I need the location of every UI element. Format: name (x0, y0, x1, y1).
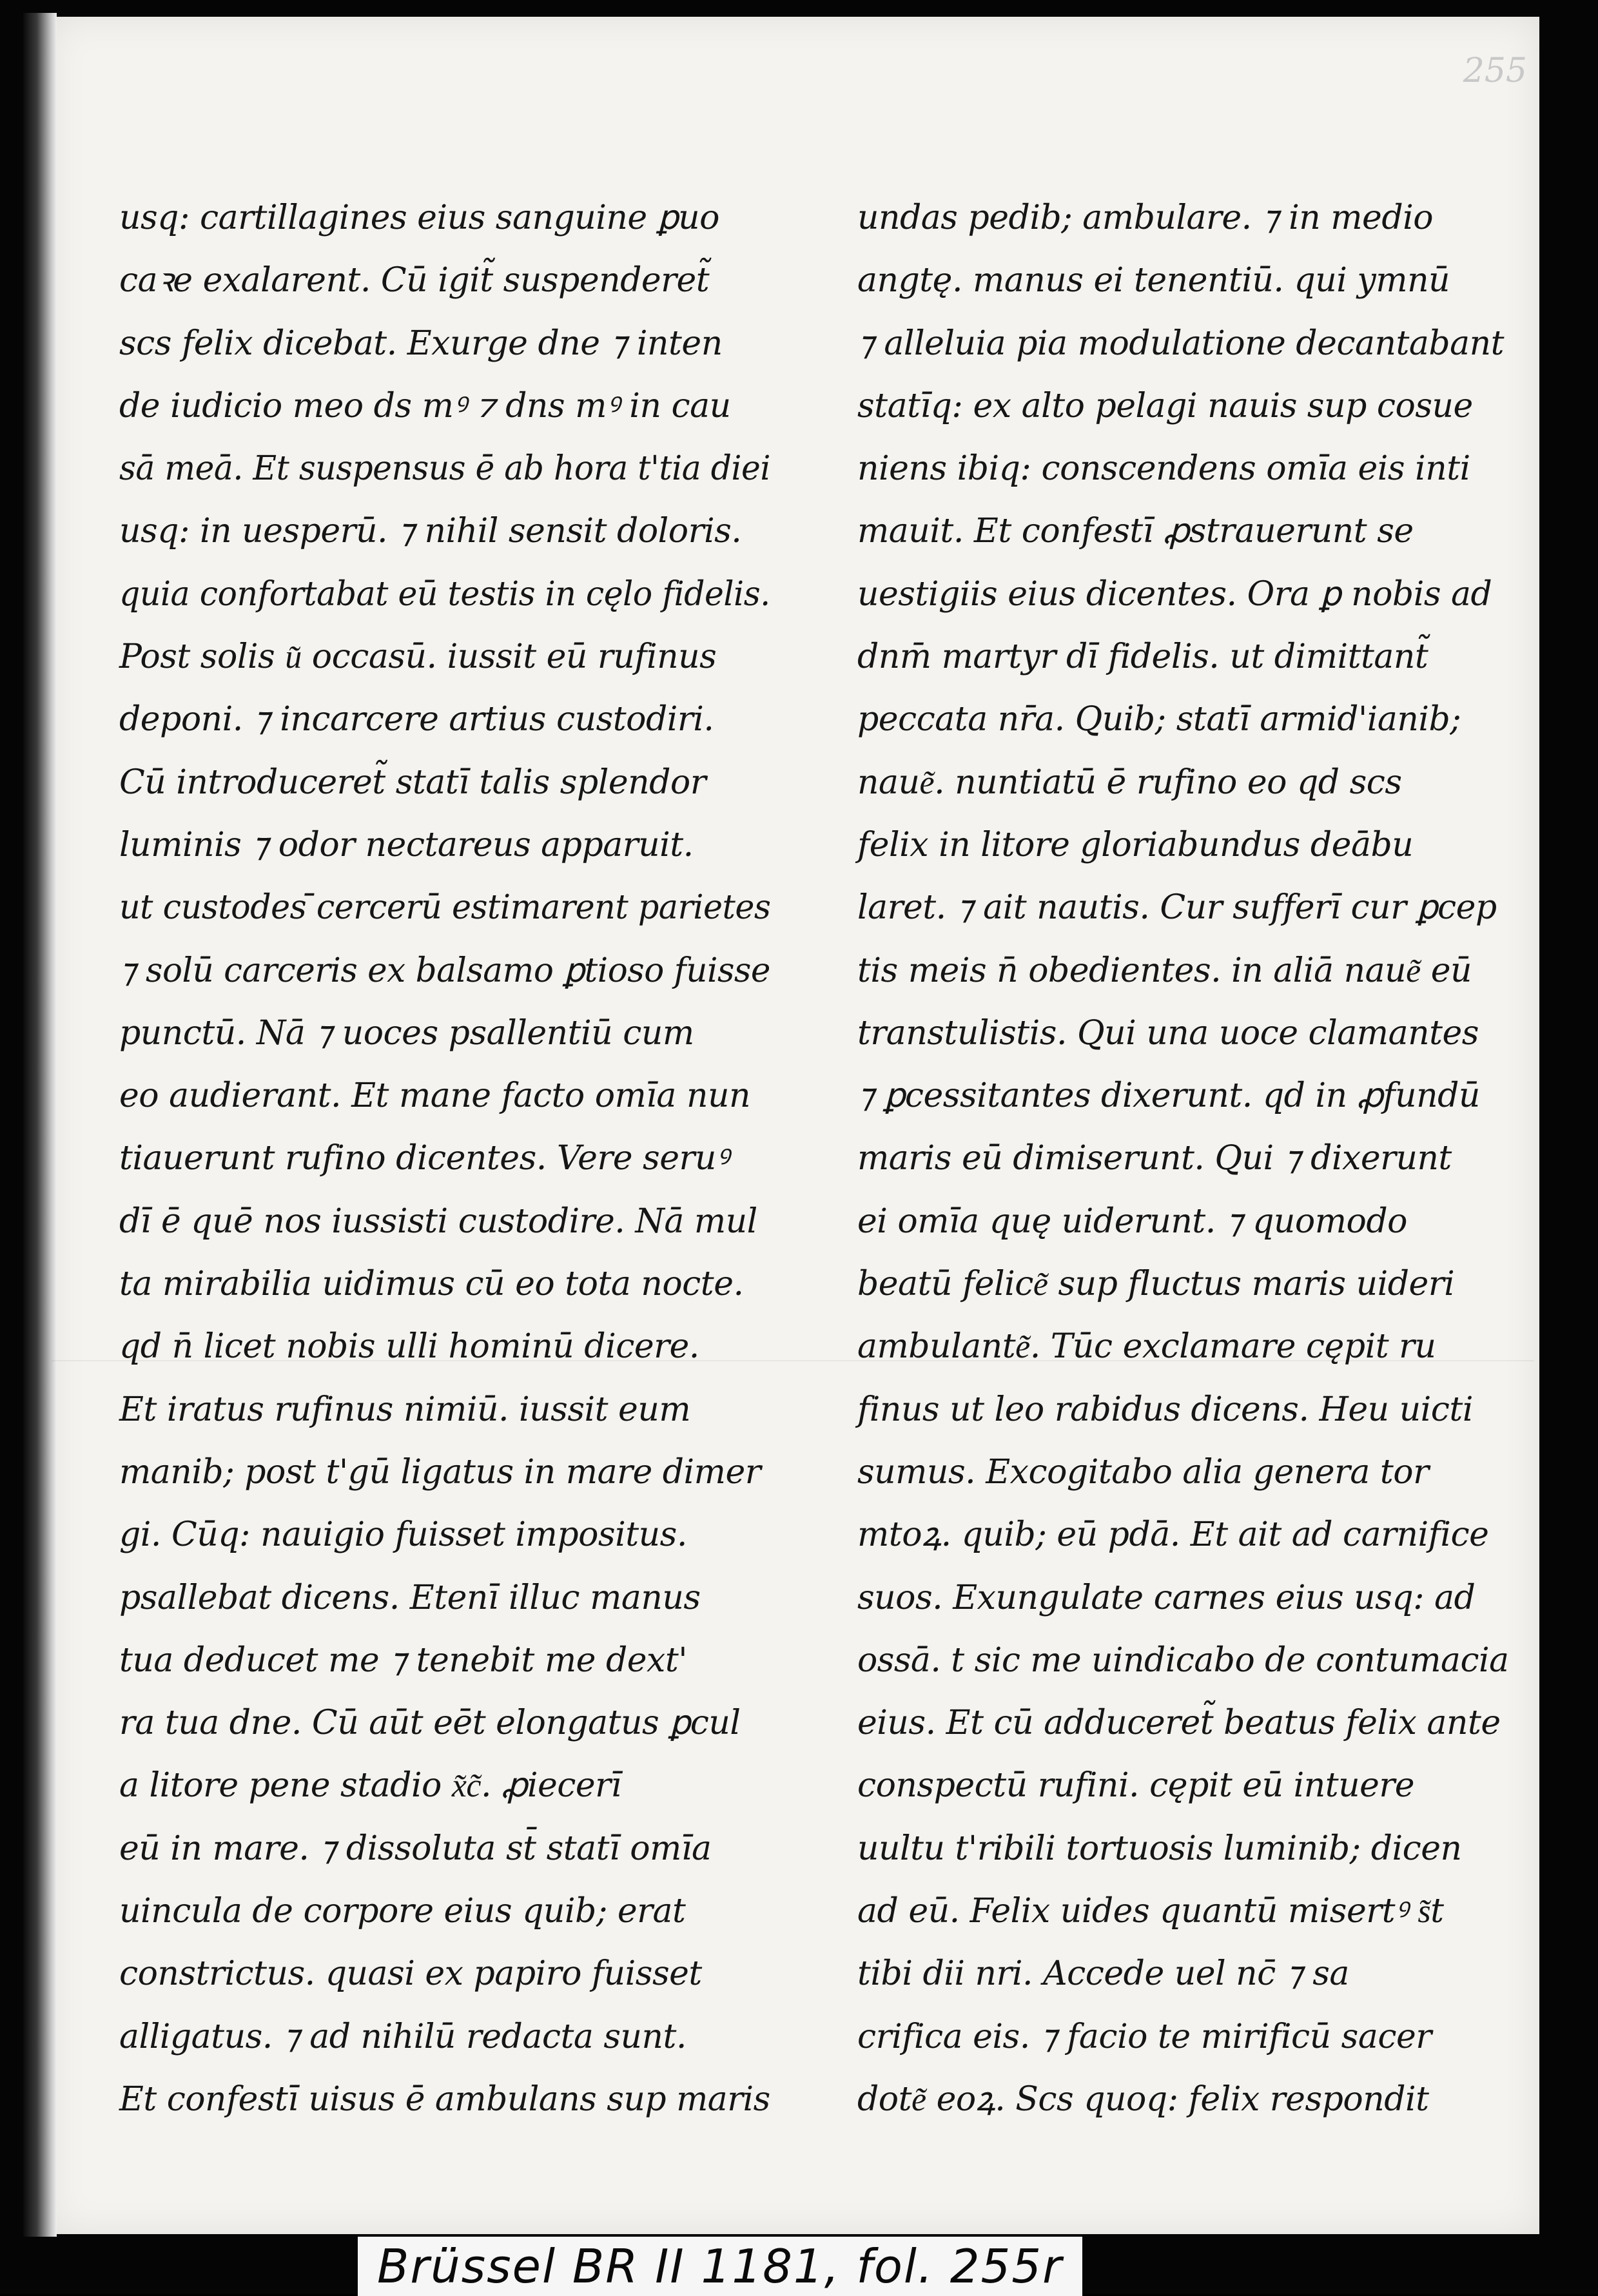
text-line: uincula de corpore eius quib; erat (119, 1892, 686, 1931)
text-line: beatū felice͂ sup fluctus maris uideri (857, 1265, 1455, 1304)
text-line: eius. Et cū adduceret̃ beatus felix ante (857, 1704, 1501, 1743)
text-line: deponi. ⁊ incarcere artius custodiri. (119, 700, 714, 739)
text-line: gi. Cūq: nauigio fuisset impositus. (119, 1515, 687, 1555)
text-line: punctū. Nā ⁊ uoces psallentiū cum (119, 1013, 694, 1053)
text-line: ossā. t sic me uindicabo de contumacia (857, 1640, 1509, 1680)
text-line: peccata nr̄a. Quib; statī armid'ianib; (857, 700, 1461, 739)
text-line: maris eū dimiserunt. Qui ⁊ dixerunt (857, 1139, 1452, 1178)
text-line: dī ē quē nos iussisti custodire. Nā mul (119, 1202, 757, 1241)
text-line: felix in litore gloriabundus deābu (857, 825, 1414, 864)
folio-number: 255 (1463, 52, 1527, 90)
text-line: eū in mare. ⁊ dissoluta st̄ statī omīa (119, 1829, 712, 1868)
text-line: conspectū rufini. cępit eū intuere (857, 1766, 1415, 1805)
text-line: sumus. Excogitabo alia genera tor (857, 1452, 1429, 1492)
text-line: uestigiis eius dicentes. Ora ꝑ nobis ad (857, 574, 1492, 614)
text-line: qd n̄ licet nobis ulli hominū dicere. (119, 1327, 699, 1367)
text-line: manib; post t'gū ligatus in mare dimer (119, 1452, 761, 1492)
text-line: tis meis n̄ obedientes. in aliā naue͂ eū (857, 951, 1472, 990)
page-binding-edge (23, 13, 57, 2237)
text-line: niens ibiq: conscendens omīa eis inti (857, 449, 1470, 489)
text-line: dote͂ eoꝝ. Scs quoq: felix respondit (857, 2079, 1429, 2119)
text-line: sā meā. Et suspensus ē ab hora t'tia diei (119, 449, 770, 489)
text-line: ⁊ solū carceris ex balsamo ꝑtioso fuisse (119, 951, 770, 990)
text-line: constrictus. quasi ex papiro fuisset (119, 1954, 702, 1994)
text-line: psallebat dicens. Etenī illuc manus (119, 1578, 701, 1617)
text-line: Et iratus rufinus nimiū. iussit eum (119, 1390, 691, 1429)
text-line: dnm̄ martyr dī fidelis. ut dimittant̃ (857, 637, 1428, 677)
text-line: tiauerunt rufino dicentes. Vere seruꝰ (119, 1139, 729, 1178)
text-line: usq: cartillagines eius sanguine ꝑuo (119, 199, 719, 237)
left-text-column (119, 187, 770, 2131)
text-line: undas pedib; ambulare. ⁊ in medio (857, 199, 1434, 237)
shelfmark-caption: Brüssel BR II 1181, fol. 255r (358, 2237, 1082, 2296)
text-line: mtoꝝ. quib; eū pdā. Et ait ad carnifice (857, 1515, 1489, 1555)
text-line: caꝛe exalarent. Cū igit̃ suspenderet̃ (119, 261, 710, 300)
text-line: Et confestī uisus ē ambulans sup maris (119, 2079, 770, 2119)
text-line: crifica eis. ⁊ facio te mirificū sacer (857, 2017, 1432, 2056)
text-line: ut custodes ̄cercerū estimarent parietes (119, 888, 771, 928)
text-line: Post solis u͂ occasū. iussit eū rufinus (119, 637, 717, 677)
text-line: ei omīa quę uiderunt. ⁊ quomodo (857, 1202, 1407, 1241)
text-line: scs felix dicebat. Exurge dne ⁊ inten (119, 324, 723, 363)
text-line: Cū introduceret̃ statī talis splendor (119, 763, 706, 802)
text-line: de iudicio meo ds mꝰ ⁊ dns mꝰ in cau (119, 386, 731, 425)
text-line: naue͂. nuntiatū ē rufino eo qd scs (857, 763, 1402, 802)
text-line: finus ut leo rabidus dicens. Heu uicti (857, 1390, 1473, 1429)
text-line: suos. Exungulate carnes eius usq: ad (857, 1578, 1476, 1617)
text-line: ra tua dne. Cū aūt eēt elongatus ꝑcul (119, 1704, 741, 1743)
text-line: alligatus. ⁊ ad nihilū redacta sunt. (119, 2017, 687, 2056)
text-line: a litore pene stadio x͂c͂. ꝓiecerī (119, 1766, 621, 1805)
right-text-column (857, 187, 1508, 2131)
text-line: tua deducet me ⁊ tenebit me dext' (119, 1640, 688, 1680)
text-line: laret. ⁊ ait nautis. Cur sufferī cur ꝑcep (857, 888, 1497, 928)
text-line: ⁊ alleluia pia modulatione decantabant (857, 324, 1505, 363)
text-line: quia confortabat eū testis in cęlo fidelis. (119, 574, 770, 614)
text-line: mauit. Et confestī ꝓstrauerunt se (857, 512, 1414, 551)
text-line: ambulante͂. Tūc exclamare cępit ru (857, 1327, 1436, 1367)
text-line: statīq: ex alto pelagi nauis sup cosue (857, 386, 1473, 425)
text-line: transtulistis. Qui una uoce clamantes (857, 1013, 1479, 1053)
text-line: ⁊ ꝑcessitantes dixerunt. qd in ꝓfundū (857, 1076, 1480, 1116)
text-line: ad eū. Felix uides quantū misertꝰ s͂t (857, 1892, 1444, 1931)
text-line: luminis ⁊ odor nectareus apparuit. (119, 825, 694, 864)
text-line: angtę. manus ei tenentiū. qui ymnū (857, 261, 1450, 300)
text-line: ta mirabilia uidimus cū eo tota nocte. (119, 1265, 744, 1304)
text-line: usq: in uesperū. ⁊ nihil sensit doloris. (119, 512, 742, 551)
text-line: uultu t'ribili tortuosis luminib; dicen (857, 1829, 1462, 1868)
text-line: eo audierant. Et mane facto omīa nun (119, 1076, 750, 1116)
text-line: tibi dii nri. Accede uel nc̄ ⁊ sa (857, 1954, 1349, 1994)
